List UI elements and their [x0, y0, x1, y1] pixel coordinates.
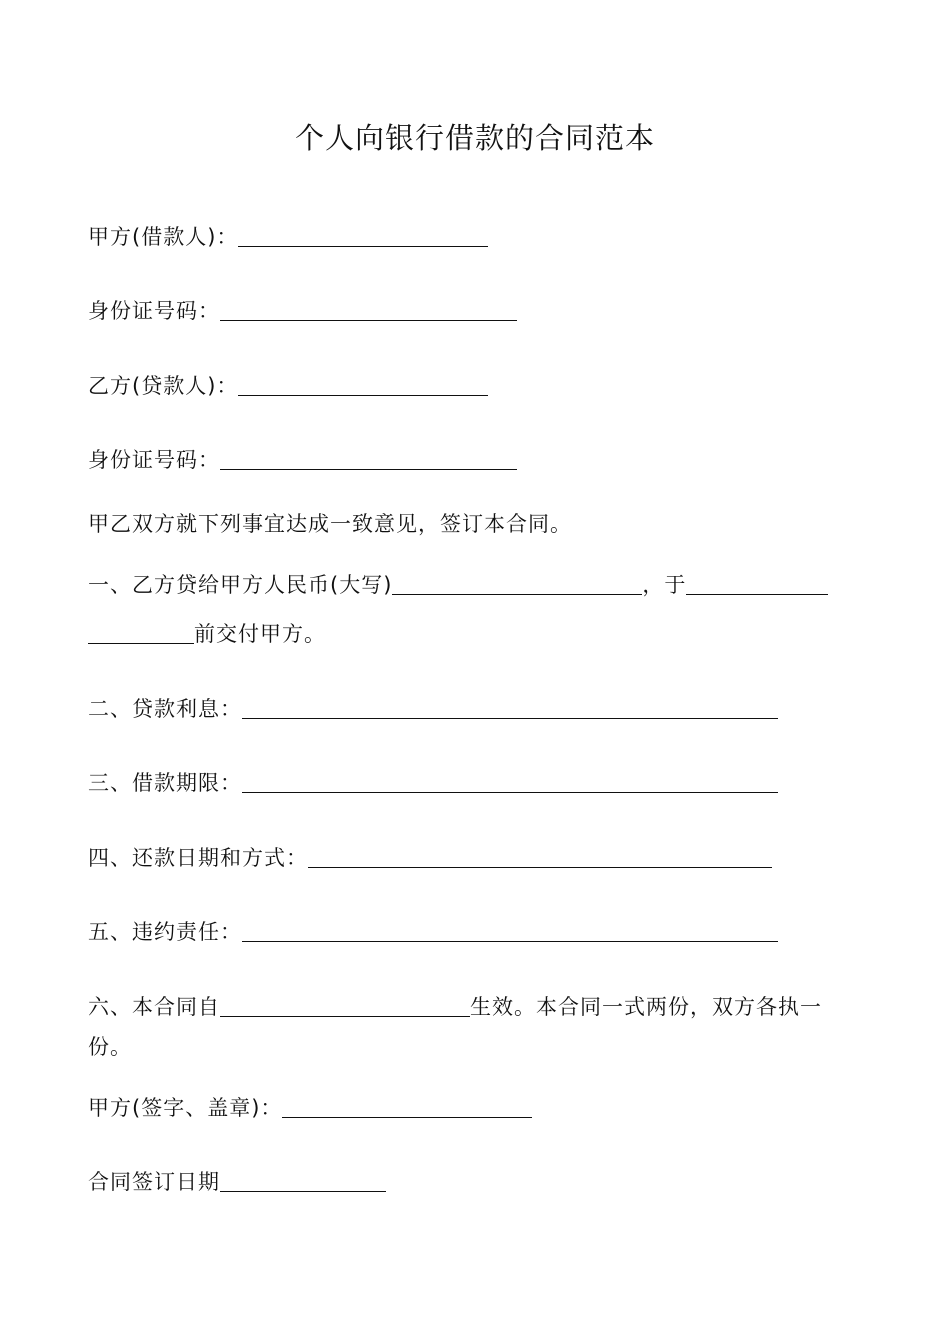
party-a-id-blank[interactable]	[220, 298, 517, 321]
repayment-blank[interactable]	[308, 845, 772, 868]
breach-blank[interactable]	[242, 919, 778, 942]
interest-blank[interactable]	[242, 696, 778, 719]
clause-2-line	[88, 694, 778, 724]
party-a-line	[88, 222, 488, 252]
delivery-date-blank[interactable]	[686, 572, 828, 595]
clause-3-label: 三、借款期限：	[88, 771, 242, 795]
clause-5-label: 五、违约责任：	[88, 920, 242, 944]
sign-date-line	[88, 1167, 386, 1197]
clause-1-line	[88, 570, 828, 600]
loan-amount-blank[interactable]	[392, 572, 642, 595]
sign-date-blank[interactable]	[220, 1169, 386, 1192]
clause-6-end-line: 份。	[88, 1035, 132, 1059]
delivery-date-blank-cont[interactable]	[88, 621, 194, 644]
party-b-id-line	[88, 445, 517, 475]
clause-4-label: 四、还款日期和方式：	[88, 846, 308, 870]
sign-date-label: 合同签订日期	[88, 1170, 220, 1194]
clause-4-line	[88, 843, 772, 873]
clause-6-text-cont: 生效。本合同一式两份，双方各执一	[470, 995, 822, 1019]
clause-1-comma: ，于	[642, 573, 687, 597]
clause-6-text: 六、本合同自	[88, 995, 220, 1019]
party-b-id-blank[interactable]	[220, 447, 517, 470]
clause-1-end: 前交付甲方。	[194, 622, 326, 646]
sign-a-line	[88, 1093, 532, 1123]
clause-6-line	[88, 992, 822, 1022]
clause-1-cont-line	[88, 619, 326, 649]
clause-2-label: 二、贷款利息：	[88, 697, 242, 721]
document-title: 个人向银行借款的合同范本	[294, 121, 655, 155]
party-b-blank[interactable]	[238, 373, 488, 396]
party-b-id-label: 身份证号码：	[88, 448, 220, 472]
intro-line: 甲乙双方就下列事宜达成一致意见，签订本合同。	[88, 512, 572, 536]
signature-blank[interactable]	[282, 1095, 532, 1118]
loan-term-blank[interactable]	[242, 770, 778, 793]
party-b-label: 乙方(贷款人)：	[88, 374, 239, 398]
effective-date-blank[interactable]	[220, 994, 470, 1017]
clause-3-line	[88, 768, 778, 798]
clause-5-line	[88, 917, 778, 947]
party-a-id-label: 身份证号码：	[88, 299, 220, 323]
sign-a-label: 甲方(签字、盖章)：	[88, 1096, 283, 1120]
party-a-blank[interactable]	[238, 224, 488, 247]
party-a-id-line	[88, 296, 517, 326]
party-a-label: 甲方(借款人)：	[88, 225, 239, 249]
party-b-line	[88, 371, 488, 401]
clause-1-text: 一、乙方贷给甲方人民币(大写)	[88, 573, 393, 597]
